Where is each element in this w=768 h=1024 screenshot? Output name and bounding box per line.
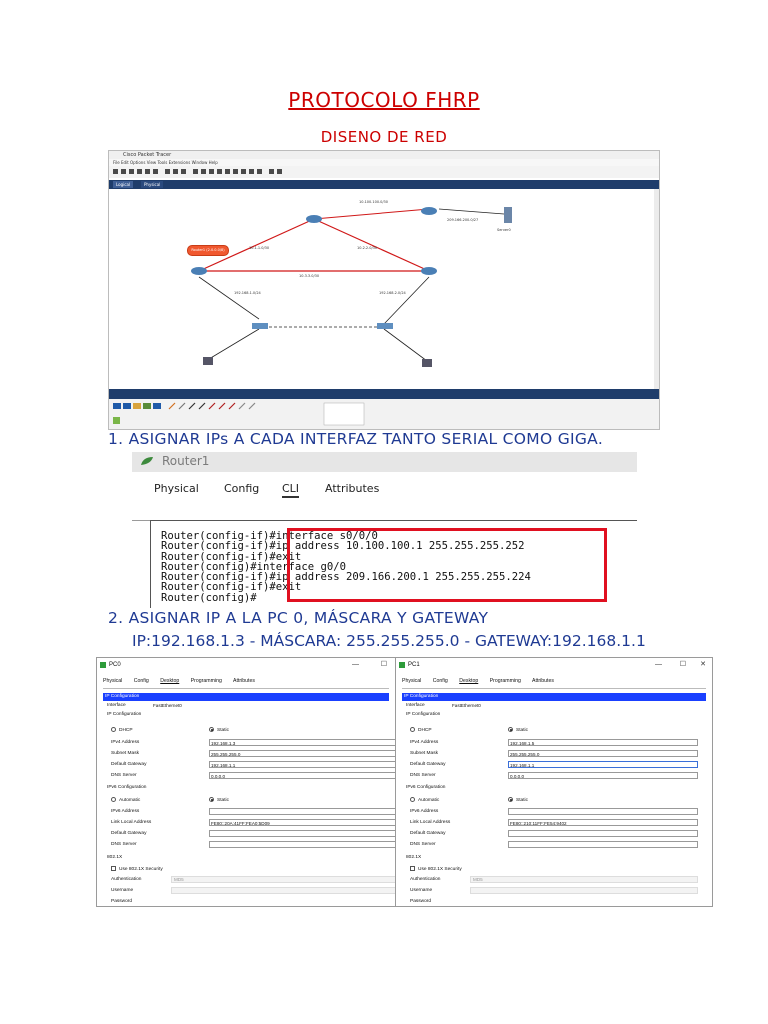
router-icon	[306, 215, 322, 223]
toolbar-icon[interactable]	[269, 169, 274, 174]
interface-select[interactable]: FastEthernet0	[152, 702, 392, 709]
switch-icon	[252, 323, 268, 329]
section-subtitle: DISENO DE RED	[320, 128, 448, 146]
dns6-label: DNS Server	[410, 842, 436, 847]
ipv4-label: IPv4 Address	[410, 740, 439, 745]
pc0-window	[96, 657, 396, 907]
toolbar-icon[interactable]	[113, 169, 118, 174]
network-label: 10.100.100.0/30	[359, 200, 389, 204]
router1-cli-window	[132, 452, 637, 608]
toolbar-icon[interactable]	[137, 169, 142, 174]
pt-navbar	[109, 180, 659, 189]
minimize-icon[interactable]: —	[655, 661, 662, 668]
dns-label: DNS Server	[111, 773, 137, 778]
router-icon	[191, 267, 207, 275]
router-icon	[421, 267, 437, 275]
gateway-field[interactable]: 192.168.1.1	[508, 761, 698, 768]
switch-icon	[377, 323, 393, 329]
ipv4-label: IPv4 Address	[111, 740, 140, 745]
username-field[interactable]	[470, 887, 698, 894]
username-label: Username	[111, 888, 134, 893]
pc-icon	[203, 357, 213, 365]
toolbar-icon[interactable]	[193, 169, 198, 174]
minimize-icon[interactable]: —	[352, 661, 359, 668]
password-label: Password	[111, 899, 133, 904]
auth-label: Authentication	[410, 877, 441, 882]
toolbar-icon[interactable]	[249, 169, 254, 174]
toolbar-icon[interactable]	[209, 169, 214, 174]
pc1-title: PC1	[396, 658, 712, 672]
pc0-title: PC0	[97, 658, 395, 672]
tab-physical[interactable]: Physical	[141, 181, 163, 188]
packet-tracer-screenshot	[108, 150, 660, 430]
network-label: 10.3.3.0/30	[299, 274, 320, 278]
tab-config[interactable]: Config	[432, 678, 448, 684]
mask-field[interactable]: 255.255.255.0	[209, 750, 396, 757]
gateway-field[interactable]: 192.168.1.1	[209, 761, 396, 768]
pt-toolbar	[109, 166, 659, 178]
ip-config-header: IP Configuration	[103, 693, 389, 701]
ipv6-label: IPv6 Address	[410, 809, 439, 814]
dns6-label: DNS Server	[111, 842, 137, 847]
toolbar-icon[interactable]	[173, 169, 178, 174]
divider	[402, 688, 706, 689]
use-dot1x-checkbox[interactable]: Use 802.1X Security	[111, 866, 163, 872]
network-label: 192.168.1.0/24	[234, 291, 261, 295]
cli-line: Router(config)#	[161, 591, 257, 604]
cli-window-title: Router1	[162, 454, 210, 468]
divider	[103, 688, 389, 689]
toolbar-icon[interactable]	[233, 169, 238, 174]
tab-programming[interactable]: Programming	[489, 678, 521, 684]
maximize-icon[interactable]: ☐	[380, 661, 387, 668]
toolbar-icon[interactable]	[153, 169, 158, 174]
mask-label: Subnet Mask	[111, 751, 139, 756]
step-2-heading: 2. ASIGNAR IP A LA PC 0, MÁSCARA Y GATEWAY	[108, 609, 489, 627]
ipv6-section: IPv6 Configuration	[107, 785, 147, 790]
auth-label: Authentication	[111, 877, 142, 882]
mask-field[interactable]: 255.255.255.0	[508, 750, 698, 757]
router-leaf-icon	[140, 456, 154, 466]
pt-status-bar	[109, 389, 659, 399]
toolbar-icon[interactable]	[277, 169, 282, 174]
gateway6-field[interactable]	[209, 830, 396, 837]
pc-icon	[399, 662, 405, 668]
device-palette	[109, 399, 659, 429]
toolbar-icon[interactable]	[257, 169, 262, 174]
close-icon[interactable]: ✕	[700, 661, 706, 668]
tab-cli[interactable]: CLI	[282, 482, 299, 498]
lla-label: Link Local Address	[111, 820, 152, 825]
cli-window-header	[132, 452, 637, 472]
ipv6-field[interactable]	[508, 808, 698, 815]
dot1x-section: 802.1X	[406, 855, 422, 860]
cli-line: Router(config-if)#interface s0/0/0	[161, 530, 378, 542]
cli-tabs	[132, 472, 637, 521]
dns-field[interactable]: 0.0.0.0	[209, 772, 396, 779]
ipv6-field[interactable]	[209, 808, 396, 815]
cli-line: Router(config-if)#ip address 209.166.200.1 255.255.255.224	[161, 571, 531, 584]
auth-select[interactable]: MD5	[171, 876, 396, 883]
tab-physical[interactable]: Physical	[154, 482, 199, 495]
pt-menu-bar: File Edit Options View Tools Extensions Window Help	[109, 159, 659, 166]
mask-label: Subnet Mask	[410, 751, 438, 756]
username-field[interactable]	[171, 887, 396, 894]
static6-radio[interactable]: Static	[508, 797, 528, 803]
auth-select[interactable]: MD5	[470, 876, 698, 883]
step-2-detail: IP:192.168.1.3 - MÁSCARA: 255.255.255.0 - GATEWAY:192.168.1.1	[132, 632, 646, 650]
static-radio[interactable]: Static	[209, 727, 229, 733]
ipv6-section: IPv6 Configuration	[406, 785, 446, 790]
pt-scrollbar[interactable]	[654, 189, 659, 389]
topology-canvas[interactable]	[109, 189, 654, 389]
gateway-label: Default Gateway	[410, 762, 446, 767]
cli-line: Router(config-if)#ip address 10.100.100.1 255.255.255.252	[161, 540, 525, 553]
cli-terminal[interactable]	[150, 520, 637, 608]
pc1-window	[395, 657, 713, 907]
tab-physical[interactable]: Physical	[402, 678, 422, 684]
ipv4-field[interactable]: 192.168.1.5	[508, 739, 698, 746]
page-title: PROTOCOLO FHRP	[288, 88, 480, 112]
toolbar-icon[interactable]	[241, 169, 246, 174]
ipv6-label: IPv6 Address	[111, 809, 140, 814]
interface-label: Interface	[406, 703, 425, 708]
toolbar-icon[interactable]	[165, 169, 170, 174]
network-label: Server0	[497, 228, 511, 232]
tab-attributes[interactable]: Attributes	[532, 678, 554, 684]
tab-physical[interactable]: Physical	[103, 678, 123, 684]
dot1x-section: 802.1X	[107, 855, 123, 860]
tab-config[interactable]: Config	[224, 482, 260, 495]
toolbar-icon[interactable]	[217, 169, 222, 174]
network-label: 209.166.200.0/27	[447, 218, 479, 222]
toolbar-icon[interactable]	[225, 169, 230, 174]
router-icon	[421, 207, 437, 215]
pt-device-bar	[109, 399, 659, 429]
dns6-field[interactable]	[209, 841, 396, 848]
ipconf-section: IP Configuration	[107, 712, 142, 717]
cli-line: Router(config-if)#exit	[161, 550, 302, 563]
pc-icon	[422, 359, 432, 367]
network-label: 10.2.2.0/30	[357, 246, 378, 250]
dns6-field[interactable]	[508, 841, 698, 848]
dhcp-radio[interactable]: DHCP	[111, 727, 133, 733]
lla-field[interactable]: FE80::210:11FF:FE54:9402	[508, 819, 698, 826]
toolbar-icon[interactable]	[145, 169, 150, 174]
tab-programming[interactable]: Programming	[190, 678, 222, 684]
tab-desktop[interactable]: Desktop	[459, 678, 479, 684]
topology-diagram	[109, 189, 654, 389]
gateway6-label: Default Gateway	[111, 831, 147, 836]
tab-attributes[interactable]: Attributes	[233, 678, 255, 684]
pc1-tabs	[402, 678, 564, 684]
username-label: Username	[410, 888, 433, 893]
tab-logical[interactable]: Logical	[113, 181, 133, 188]
pt-title-bar: Cisco Packet Tracer	[109, 151, 659, 159]
toolbar-icon[interactable]	[201, 169, 206, 174]
static-radio[interactable]: Static	[508, 727, 528, 733]
maximize-icon[interactable]: ☐	[679, 661, 686, 668]
tab-attributes[interactable]: Attributes	[325, 482, 380, 495]
password-label: Password	[410, 899, 432, 904]
static6-radio[interactable]: Static	[209, 797, 229, 803]
tab-desktop[interactable]: Desktop	[160, 678, 180, 684]
use-dot1x-checkbox[interactable]: Use 802.1X Security	[410, 866, 462, 872]
dns-field[interactable]: 0.0.0.0	[508, 772, 698, 779]
interface-select[interactable]: FastEthernet0	[451, 702, 701, 709]
highlight-box	[287, 528, 607, 602]
ipconf-section: IP Configuration	[406, 712, 441, 717]
step-1-heading: 1. ASIGNAR IPs A CADA INTERFAZ TANTO SERIAL COMO GIGA.	[108, 430, 604, 448]
cli-line: Router(config)#interface g0/0	[161, 560, 346, 573]
lla-field[interactable]: FE80::20A:41FF:FEA0:5D09	[209, 819, 396, 826]
dhcp-radio[interactable]: DHCP	[410, 727, 432, 733]
network-label: 192.168.2.0/24	[379, 291, 406, 295]
pc0-tabs	[103, 678, 265, 684]
gateway6-label: Default Gateway	[410, 831, 446, 836]
network-label: 10.1.1.0/30	[249, 246, 270, 250]
pc-icon	[100, 662, 106, 668]
cli-line: Router(config-if)#exit	[161, 581, 302, 594]
interface-label: Interface	[107, 703, 126, 708]
toolbar-icon[interactable]	[129, 169, 134, 174]
note-badge: Router1 (2.0.0.0/8)	[187, 245, 229, 256]
toolbar-icon[interactable]	[181, 169, 186, 174]
toolbar-icon[interactable]	[121, 169, 126, 174]
gateway6-field[interactable]	[508, 830, 698, 837]
dns-label: DNS Server	[410, 773, 436, 778]
auto-radio[interactable]: Automatic	[410, 797, 439, 803]
auto-radio[interactable]: Automatic	[111, 797, 140, 803]
lla-label: Link Local Address	[410, 820, 451, 825]
ip-config-header: IP Configuration	[402, 693, 706, 701]
tab-config[interactable]: Config	[133, 678, 149, 684]
server-icon	[504, 207, 512, 223]
gateway-label: Default Gateway	[111, 762, 147, 767]
ipv4-field[interactable]: 192.168.1.3	[209, 739, 396, 746]
